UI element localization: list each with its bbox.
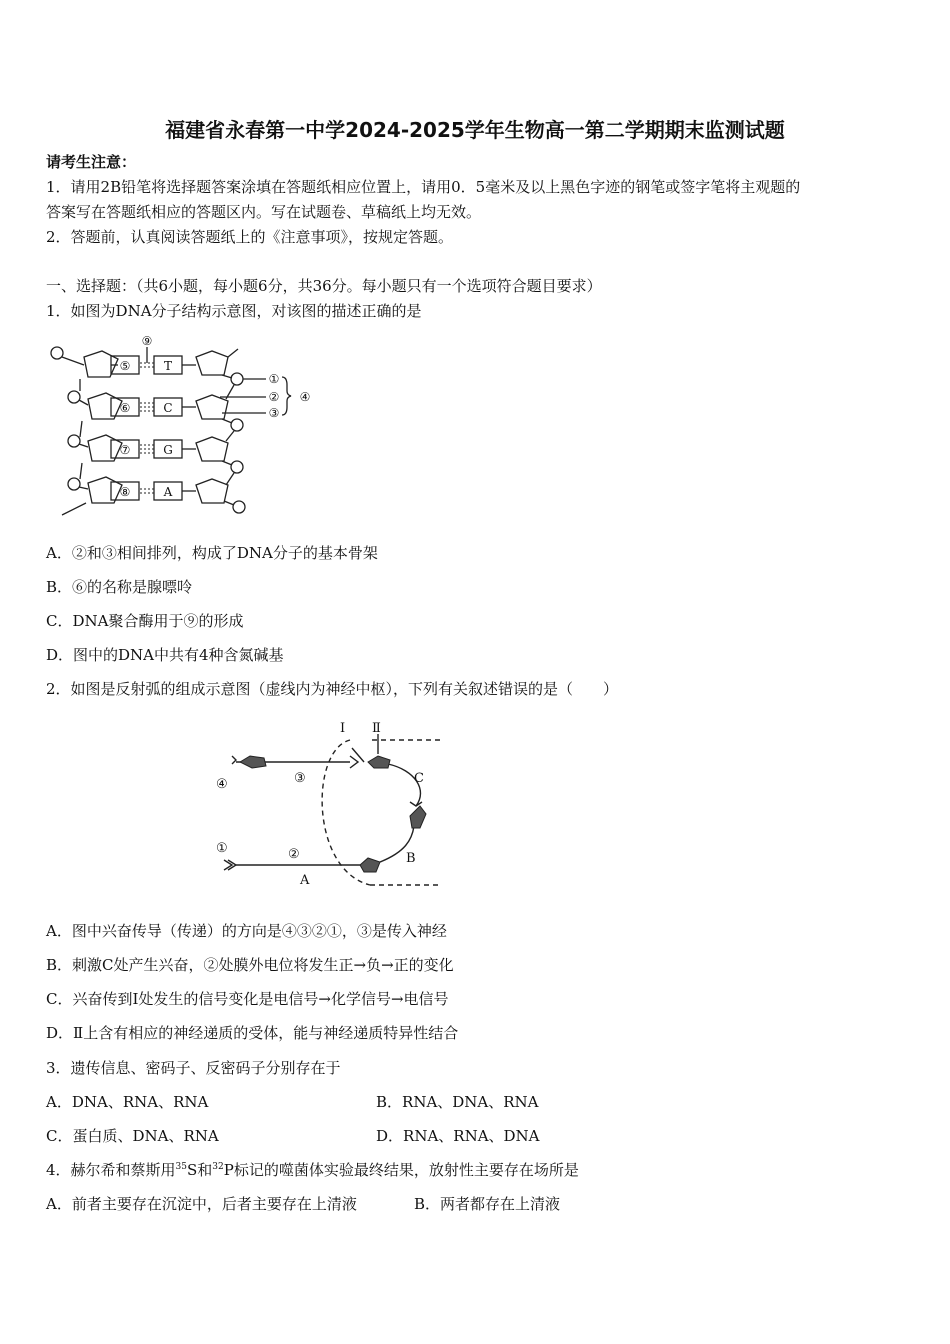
q3-stem: 3．遗传信息、密码子、反密码子分别存在于 <box>46 1059 341 1077</box>
q1-stem: 1．如图为DNA分子结构示意图，对该图的描述正确的是 <box>46 302 422 320</box>
q4-stem <box>46 1160 579 1180</box>
q4-stem-post: P标记的噬菌体实验最终结果，放射性主要存在场所是 <box>223 1161 579 1179</box>
q1-option-a: A．②和③相间排列，构成了DNA分子的基本骨架 <box>46 544 378 562</box>
q4-option-a: A．前者主要存在沉淀中，后者主要存在上清液 <box>46 1195 357 1213</box>
label-n1: ① <box>216 841 228 856</box>
label-1: ① <box>268 372 280 386</box>
neuron-body <box>240 756 266 768</box>
base-label-g: G <box>163 443 173 457</box>
q2-stem: 2．如图是反射弧的组成示意图（虚线内为神经中枢），下列有关叙述错误的是（ ） <box>46 680 619 698</box>
q1-option-d: D．图中的DNA中共有4种含氮碱基 <box>46 646 284 664</box>
notice-heading: 请考生注意： <box>46 153 137 171</box>
notice-line-1a: 1．请用2B铅笔将选择题答案涂填在答题纸相应位置上，请用0．5毫米及以上黑色字迹的钢笔或签字笔将主观题的 <box>46 178 801 196</box>
q1-option-c: C．DNA聚合酶用于⑨的形成 <box>46 612 244 630</box>
q3-option-c: C．蛋白质、DNA、RNA <box>46 1127 219 1145</box>
phosphate-circle <box>51 347 63 359</box>
q4-stem-mid: S和 <box>187 1161 213 1179</box>
label-I: Ⅰ <box>340 721 346 736</box>
label-9: ⑨ <box>141 335 153 348</box>
base-label-t: T <box>163 359 173 373</box>
q2-option-b: B．刺激C处产生兴奋，②处膜外电位将发生正→负→正的变化 <box>46 956 454 974</box>
notice-line-2: 2．答题前，认真阅读答题纸上的《注意事项》，按规定答题。 <box>46 228 454 246</box>
label-C: C <box>414 771 424 786</box>
base-label-a: A <box>163 485 173 499</box>
label-n3: ③ <box>294 771 306 786</box>
section-heading: 一、选择题：（共6小题，每小题6分，共36分。每小题只有一个选项符合题目要求） <box>46 277 602 295</box>
q4-stem-pre: 4．赫尔希和蔡斯用 <box>46 1161 176 1179</box>
label-B: B <box>406 851 416 866</box>
label-3: ③ <box>268 406 280 420</box>
q4-sup-35: 35 <box>175 1162 187 1172</box>
dna-structure-diagram <box>44 335 334 520</box>
notice-line-1b: 答案写在答题纸相应的答题区内。写在试题卷、草稿纸上均无效。 <box>46 203 482 221</box>
label-II: Ⅱ <box>372 721 381 736</box>
reflex-arc-diagram <box>200 710 450 895</box>
base-label-8: ⑧ <box>119 485 131 499</box>
label-2: ② <box>268 390 280 404</box>
q3-option-d: D．RNA、RNA、DNA <box>376 1127 540 1145</box>
deoxyribose-pentagon <box>84 351 118 377</box>
q4-option-b: B．两者都存在上清液 <box>414 1195 561 1213</box>
q3-option-a: A．DNA、RNA、RNA <box>46 1093 209 1111</box>
label-n4: ④ <box>216 777 228 792</box>
base-label-6: ⑥ <box>119 401 131 415</box>
page-title: 福建省永春第一中学2024-2025学年生物高一第二学期期末监测试题 <box>165 118 785 142</box>
q3-option-b: B．RNA、DNA、RNA <box>376 1093 539 1111</box>
label-n2: ② <box>288 847 300 862</box>
base-label-7: ⑦ <box>119 443 131 457</box>
q2-option-d: D．Ⅱ上含有相应的神经递质的受体，能与神经递质特异性结合 <box>46 1024 459 1042</box>
q2-option-c: C．兴奋传到Ⅰ处发生的信号变化是电信号→化学信号→电信号 <box>46 990 449 1008</box>
q4-sup-32: 32 <box>212 1162 224 1172</box>
base-label-c: C <box>163 401 173 415</box>
q2-option-a: A．图中兴奋传导（传递）的方向是④③②①，③是传入神经 <box>46 922 447 940</box>
label-4: ④ <box>299 390 311 404</box>
label-A: A <box>300 873 310 888</box>
base-label-5: ⑤ <box>119 359 131 373</box>
q1-option-b: B．⑥的名称是腺嘌呤 <box>46 578 193 596</box>
